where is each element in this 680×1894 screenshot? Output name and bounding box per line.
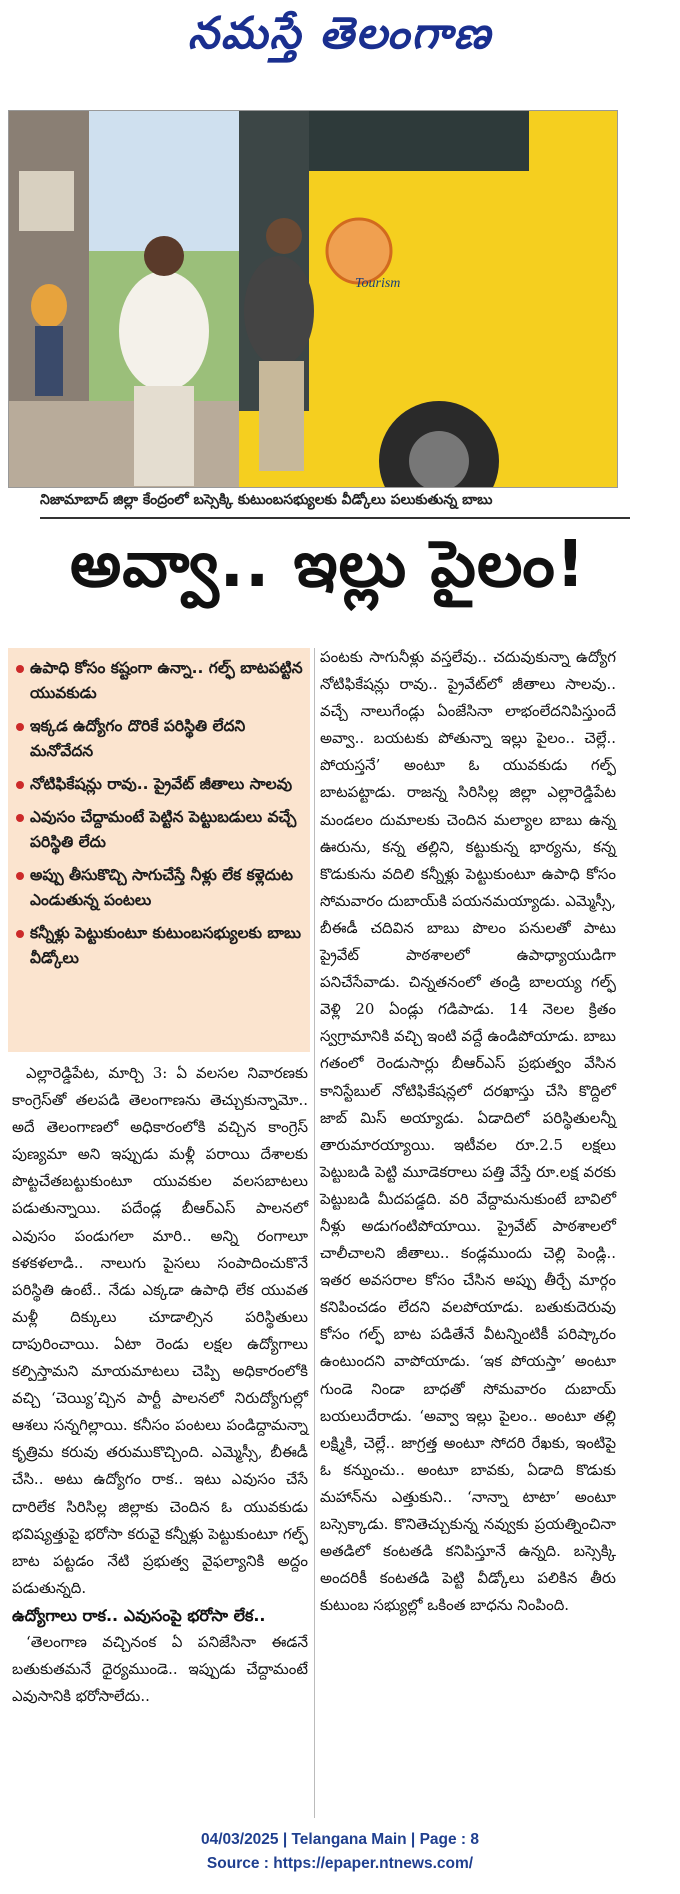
highlight-item: ఎవుసం చేద్దామంటే పెట్టిన పెట్టుబడులు వచ్చే పరిస్థితి లేదు bbox=[14, 805, 304, 855]
article-paragraph: ‘తెలంగాణ వచ్చినంక ఏ పనిజేసినా ఈడనే బతుకుతమనే ధైర్యముండె.. ఇప్పుడు చేద్దామంటే ఎవుసానికి భరోసాలేదు.. bbox=[12, 1632, 308, 1706]
column-divider bbox=[314, 648, 315, 1818]
photo-illustration bbox=[9, 111, 617, 487]
footer-source: Source : https://epaper.ntnews.com/ bbox=[206, 1855, 474, 1872]
highlight-item: నోటిఫికేషన్లు రావు.. ప్రైవేట్ జీతాలు సాలవు bbox=[14, 772, 304, 797]
highlights-box bbox=[8, 648, 310, 1052]
headline: అవ్వా.. ఇల్లు పైలం! bbox=[70, 528, 586, 602]
photo-caption: నిజామాబాద్ జిల్లా కేంద్రంలో బస్సెక్కి కుటుంబసభ్యులకు వీడ్కోలు పలుకుతున్న బాబు bbox=[40, 492, 630, 519]
article-subhead: ఉద్యోగాలు రాక.. ఎవుసంపై భరోసా లేక.. bbox=[12, 1605, 266, 1625]
article-paragraph: పంటకు సాగునీళ్లు వస్తలేవు.. చదువుకున్నా ఉద్యోగ నోటిఫికేషన్లు రావు.. ప్రైవేట్‌లో జీతాలు సాలవు.. వచ్చే నాలుగేండ్లు ఏంజేసినా లాభంలేదనిపిస్తుందే అవ్వా.. బయటకు పోతున్నా ఇల్లు పైలం.. చెల్లే.. పోయస్తనే’ అంటూ ఓ యువకుడు గల్ఫ్ బాటపట్టాడు. రాజన్న సిరిసిల్ల జిల్లా ఎల్లారెడ్డిపేట మండలం దుమాలకు చెందిన మల్యాల బాబు ఉన్న ఊరును, కన్న తల్లిని, కట్టుకున్న భార్యను, కన్న కొడుకును వదిలి కన్నీళ్లు పెట్టుకుంటూ ఉపాధి కోసం సోమవారం దుబాయ్‌కి పయనమయ్యాడు. ఎమ్మెస్సీ, బీఈడీ చదివిన బాబు పొలం పనులతో పాటు ప్రైవేట్ పాఠశాలలో ఉపాధ్యాయుడిగా పనిచేసేవాడు. చిన్నతనంలో తండ్రి బాలయ్య గల్ఫ్ వెళ్లి 20 ఏండ్లు గడిపాడు. 14 నెలల క్రితం స్వగ్రామానికి వచ్చి ఇంటి వద్దే ఉండిపోయాడు. బాబు గతంలో రెండుసార్లు బీఆర్‌ఎస్ ప్రభుత్వం వేసిన కానిస్టేబుల్ నోటిఫికేషన్లలో దరఖాస్తు చేసి కొద్దిలో జాబ్ మిస్ అయ్యాడు. ఏడాదిలో పరిస్థితులన్నీ తారుమారయ్యాయి. ఇటీవల రూ.2.5 లక్షలు పెట్టుబడి పెట్టి మూడెకరాలు పత్తి వేస్తే రూ.లక్ష వరకు పెట్టుబడి మీదపడ్డది. వరి వేద్దామనుకుంటే బావిలో నీళ్లు అడుగంటిపోయాయి. ప్రైవేట్ పాఠశాలలో చాలీచాలని జీతాలు.. కండ్లముందు చెల్లి పెండ్లి.. ఇతర అవసరాల కోసం చేసిన అప్పు తీర్చే మార్గం కనిపించడం లేదని వలపోయాడు. బతుకుదెరువు కోసం గల్ఫ్ బాట పడితేనే వీటన్నింటికీ పరిష్కారం ఉంటుందని వాపోయాడు. ‘ఇక పోయస్తా’ అంటూ గుండె నిండా బాధతో సోమవారం దుబాయ్ బయలుదేరాడు. ‘అవ్వా ఇల్లు పైలం.. అంటూ తల్లి లక్ష్మికి, చెల్లే.. జాగ్రత్త అంటూ సోదరి రేఖకు, ఇంటిపై ఓ కన్నుంచు.. అంటూ బావకు, ఏడాది కొడుకు మహాన్‌ను ఎత్తుకుని.. ‘నాన్నా టాటా’ అంటూ బస్సెక్కాడు. కొనితెచ్చుకున్న నవ్వుకు ప్రయత్నించినా అతడిలో కంటతడి కనిపిస్తూనే ఉన్నది. బస్సెక్కి అందరికీ కంటతడి పెట్టి వీడ్కోలు పలికిన తీరు కుటుంబ సభ్యుల్లో ఒకింత బాధను నింపింది. bbox=[320, 648, 616, 1615]
bus-logo-text: Tourism bbox=[355, 276, 401, 291]
footer bbox=[0, 1828, 680, 1876]
article-column-right bbox=[320, 644, 616, 1619]
article-paragraph: ఎల్లారెడ్డిపేట, మార్చి 3: ఏ వలసల నివారణకు కాంగ్రెస్‌తో తలపడి తెలంగాణను తెచ్చుకున్నామో.. అదే తెలంగాణలో అధికారంలోకి వచ్చిన కాంగ్రెస్ పుణ్యమా అని ఇప్పుడు మళ్లీ పరాయి దేశాలకు పొట్టచేతబట్టుకుంటూ యువకుల వలసబాటలు పడుతున్నాయి. పదేండ్ల బీఆర్‌ఎస్ పాలనలో ఎవుసం పండుగలా మారి.. అన్ని రంగాలూ కళకళలాడి.. నాలుగు పైసలు సంపాదించుకొనే పరిస్థితి ఉంటే.. నేడు ఎక్కడా ఉపాధి లేక యువత మళ్లీ దిక్కులు చూడాల్సిన పరిస్థితులు దాపురించాయి. ఏటా రెండు లక్షల ఉద్యోగాలు కల్పిస్తామని మాయమాటలు చెప్పి అధికారంలోకి వచ్చి ‘చెయ్యి’చ్చిన పార్టీ పాలనలో నిరుద్యోగుల్లో ఆశలు సన్నగిల్లాయి. కనీసం పంటలు పండిద్దామన్నా కృత్రిమ కరువు తరుముకొచ్చింది. ఎమ్మెస్సీ, బీఈడీ చేసి.. అటు ఉద్యోగం రాక.. ఇటు ఎవుసం చేసే దారిలేక సిరిసిల్ల జిల్లాకు చెందిన ఓ యువకుడు భవిష్యత్తుపై భరోసా కరువై కన్నీళ్లు పెట్టుకుంటూ గల్ఫ్ బాట పట్టడం నేటి ప్రభుత్వ వైఫల్యానికి అద్దం పడుతున్నది. bbox=[12, 1064, 308, 1597]
highlight-item: కన్నీళ్లు పెట్టుకుంటూ కుటుంబసభ్యులకు బాబు వీడ్కోలు bbox=[14, 921, 304, 971]
news-photo bbox=[8, 110, 618, 488]
footer-date-page: 04/03/2025 | Telangana Main | Page : 8 bbox=[200, 1831, 480, 1848]
article-column-left bbox=[12, 1060, 308, 1710]
masthead bbox=[0, 8, 680, 78]
highlight-item: ఉపాధి కోసం కష్టంగా ఉన్నా.. గల్ఫ్ బాటపట్టిన యువకుడు bbox=[14, 656, 304, 706]
newspaper-title: నమస్తే తెలంగాణ bbox=[187, 8, 493, 59]
highlight-item: ఇక్కడ ఉద్యోగం దొరికే పరిస్థితి లేదని మనోవేదన bbox=[14, 714, 304, 764]
highlight-item: అప్పు తీసుకొచ్చి సాగుచేస్తే నీళ్లు లేక కళ్లెదుట ఎండుతున్న పంటలు bbox=[14, 863, 304, 913]
